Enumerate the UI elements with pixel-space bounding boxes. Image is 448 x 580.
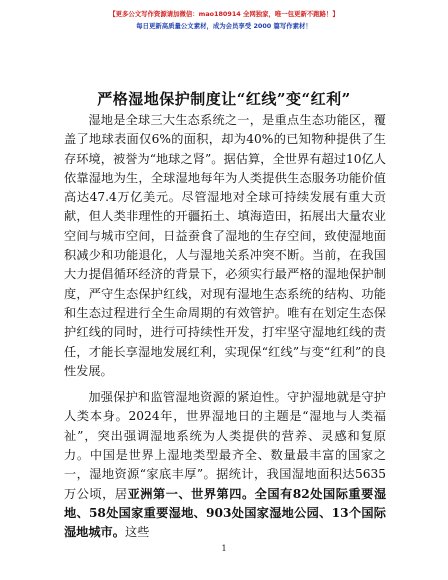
document-title: 严格湿地保护制度让“红线”变“红利” xyxy=(97,90,351,108)
paragraph-2: 加强保护和监管湿地资源的紧迫性。守护湿地就是守护人类本身。2024年，世界湿地日的主题是“湿地与人类福祉”，突出强调湿地系统为人类提供的营养、灵感和复原力。中国是世界上湿地类型最齐全、数量最丰富的国家之一，湿地资源“家底丰厚”。据统计，我国湿地面积达5635万公顷，居亚洲第一、世界第四。全国有82处国际重要湿地、58处国家重要湿地、903处国家湿地公园、13个国际湿地城市。这些 xyxy=(64,390,387,540)
promo-banner-line2: 每日更新高质量公文素材，成为会员享受 2000 篇写作素材！ xyxy=(136,22,312,30)
promo-banner-line1: 【更多公文写作资源请加微信：mao180914 全网独家，唯一包更新不跑路！】 xyxy=(109,10,339,18)
document-body xyxy=(64,111,386,543)
promo-banner xyxy=(0,8,448,32)
paragraph-1: 湿地是全球三大生态系统之一，是重点生态功能区，覆盖了地球表面仅6%的面积，却为40%的已知物种提供了生存环境，被誉为“地球之肾”。据估算，全世界有超过10亿人依靠湿地为生，全球湿地每年为人类提供生态服务功能价值高达47.4万亿美元。尽管湿地对全球可持续发展有重大贡献，但人类非理性的开疆拓土、填海造田，拓展出大量农业空间与城市空间，日益蚕食了湿地的生存空间，致使湿地面积减少和功能退化，人与湿地关系冲突不断。当前，在我国大力提倡循环经济的背景下，必须实行最严格的湿地保护制度，严守生态保护红线，对现有湿地生态系统的结构、功能和生态过程进行全生命周期的有效管护。唯有在划定生态保护红线的同时，进行可持续性开发，打牢坚守湿地红线的责任，才能长享湿地发展红利，实现保“红线”与变“红利”的良性发展。 xyxy=(64,113,386,378)
highlight-statistics: 亚洲第一、世界第四。全国有82处国际重要湿地、58处国家重要湿地、903处国家湿地公园、13个国际湿地城市。 xyxy=(64,486,387,540)
page-number: 1 xyxy=(221,544,227,553)
